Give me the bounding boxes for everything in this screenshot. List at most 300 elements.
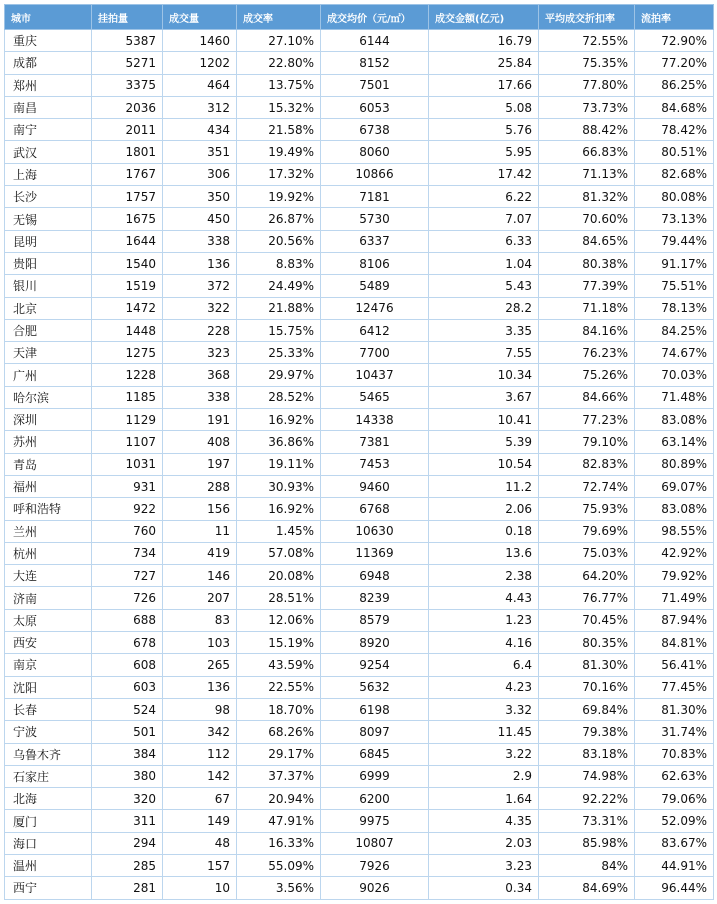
cell-deal-rate: 15.75% bbox=[237, 319, 321, 341]
cell-failed-rate: 69.07% bbox=[635, 475, 714, 497]
cell-city: 南宁 bbox=[5, 119, 92, 141]
cell-city: 沈阳 bbox=[5, 676, 92, 698]
cell-deals: 157 bbox=[163, 854, 237, 876]
table-row[interactable] bbox=[5, 654, 714, 676]
cell-city: 宁波 bbox=[5, 721, 92, 743]
table-row[interactable] bbox=[5, 74, 714, 96]
cell-city: 贵阳 bbox=[5, 252, 92, 274]
cell-deal-rate: 21.58% bbox=[237, 119, 321, 141]
header-failed-rate[interactable]: 流拍率 bbox=[635, 5, 714, 30]
header-deal-amount[interactable]: 成交金额(亿元) bbox=[429, 5, 539, 30]
cell-avg-price: 7700 bbox=[321, 342, 429, 364]
cell-deal-rate: 3.56% bbox=[237, 877, 321, 899]
cell-avg-price: 14338 bbox=[321, 409, 429, 431]
cell-listings: 688 bbox=[92, 609, 163, 631]
cell-deal-amount: 3.35 bbox=[429, 319, 539, 341]
table-row[interactable] bbox=[5, 453, 714, 475]
cell-avg-price: 8152 bbox=[321, 52, 429, 74]
cell-deal-amount: 1.64 bbox=[429, 788, 539, 810]
cell-city: 兰州 bbox=[5, 520, 92, 542]
cell-avg-price: 6845 bbox=[321, 743, 429, 765]
table-row[interactable] bbox=[5, 520, 714, 542]
cell-listings: 1519 bbox=[92, 275, 163, 297]
cell-avg-price: 8239 bbox=[321, 587, 429, 609]
cell-deal-amount: 5.76 bbox=[429, 119, 539, 141]
cell-deal-amount: 7.55 bbox=[429, 342, 539, 364]
cell-deal-rate: 18.70% bbox=[237, 698, 321, 720]
cell-failed-rate: 86.25% bbox=[635, 74, 714, 96]
table-row[interactable] bbox=[5, 609, 714, 631]
cell-deals: 350 bbox=[163, 186, 237, 208]
cell-city: 呼和浩特 bbox=[5, 498, 92, 520]
cell-deal-amount: 5.08 bbox=[429, 96, 539, 118]
cell-listings: 1275 bbox=[92, 342, 163, 364]
cell-deals: 103 bbox=[163, 632, 237, 654]
cell-avg-discount: 77.80% bbox=[539, 74, 635, 96]
cell-deals: 112 bbox=[163, 743, 237, 765]
cell-deal-rate: 13.75% bbox=[237, 74, 321, 96]
table-row[interactable] bbox=[5, 788, 714, 810]
cell-city: 南昌 bbox=[5, 96, 92, 118]
cell-failed-rate: 84.81% bbox=[635, 632, 714, 654]
cell-avg-price: 7926 bbox=[321, 854, 429, 876]
cell-deal-rate: 15.19% bbox=[237, 632, 321, 654]
cell-avg-discount: 76.23% bbox=[539, 342, 635, 364]
cell-failed-rate: 81.30% bbox=[635, 698, 714, 720]
cell-failed-rate: 83.08% bbox=[635, 498, 714, 520]
cell-deal-amount: 0.34 bbox=[429, 877, 539, 899]
cell-deal-rate: 57.08% bbox=[237, 542, 321, 564]
cell-city: 长沙 bbox=[5, 186, 92, 208]
cell-listings: 501 bbox=[92, 721, 163, 743]
cell-deal-amount: 5.43 bbox=[429, 275, 539, 297]
cell-city: 西安 bbox=[5, 632, 92, 654]
cell-listings: 5387 bbox=[92, 30, 163, 52]
cell-deals: 142 bbox=[163, 765, 237, 787]
table-row[interactable] bbox=[5, 364, 714, 386]
cell-city: 苏州 bbox=[5, 431, 92, 453]
cell-avg-discount: 64.20% bbox=[539, 565, 635, 587]
cell-city: 武汉 bbox=[5, 141, 92, 163]
cell-failed-rate: 84.68% bbox=[635, 96, 714, 118]
cell-avg-discount: 75.26% bbox=[539, 364, 635, 386]
cell-city: 太原 bbox=[5, 609, 92, 631]
cell-avg-price: 7381 bbox=[321, 431, 429, 453]
cell-failed-rate: 83.08% bbox=[635, 409, 714, 431]
cell-avg-discount: 88.42% bbox=[539, 119, 635, 141]
cell-deals: 228 bbox=[163, 319, 237, 341]
table-row[interactable] bbox=[5, 30, 714, 52]
cell-failed-rate: 71.49% bbox=[635, 587, 714, 609]
table-row[interactable] bbox=[5, 765, 714, 787]
cell-deal-rate: 1.45% bbox=[237, 520, 321, 542]
cell-avg-price: 10866 bbox=[321, 163, 429, 185]
cell-listings: 726 bbox=[92, 587, 163, 609]
table-row[interactable] bbox=[5, 832, 714, 854]
cell-deal-amount: 5.39 bbox=[429, 431, 539, 453]
cell-failed-rate: 79.44% bbox=[635, 230, 714, 252]
table-row[interactable] bbox=[5, 52, 714, 74]
cell-deal-amount: 17.42 bbox=[429, 163, 539, 185]
cell-deals: 207 bbox=[163, 587, 237, 609]
cell-city: 郑州 bbox=[5, 74, 92, 96]
cell-deals: 11 bbox=[163, 520, 237, 542]
cell-avg-discount: 77.23% bbox=[539, 409, 635, 431]
cell-deal-amount: 3.32 bbox=[429, 698, 539, 720]
cell-deal-rate: 21.88% bbox=[237, 297, 321, 319]
cell-listings: 281 bbox=[92, 877, 163, 899]
cell-deal-amount: 6.22 bbox=[429, 186, 539, 208]
cell-city: 厦门 bbox=[5, 810, 92, 832]
table-row[interactable] bbox=[5, 342, 714, 364]
cell-failed-rate: 77.45% bbox=[635, 676, 714, 698]
table-row[interactable] bbox=[5, 186, 714, 208]
cell-deals: 450 bbox=[163, 208, 237, 230]
cell-avg-discount: 84.65% bbox=[539, 230, 635, 252]
cell-deal-amount: 10.34 bbox=[429, 364, 539, 386]
cell-avg-price: 9460 bbox=[321, 475, 429, 497]
cell-listings: 384 bbox=[92, 743, 163, 765]
cell-deal-amount: 4.16 bbox=[429, 632, 539, 654]
cell-avg-discount: 71.18% bbox=[539, 297, 635, 319]
cell-deal-rate: 36.86% bbox=[237, 431, 321, 453]
cell-avg-price: 6412 bbox=[321, 319, 429, 341]
table-row[interactable] bbox=[5, 721, 714, 743]
cell-deals: 265 bbox=[163, 654, 237, 676]
cell-deal-rate: 24.49% bbox=[237, 275, 321, 297]
cell-avg-discount: 74.98% bbox=[539, 765, 635, 787]
cell-city: 石家庄 bbox=[5, 765, 92, 787]
cell-city: 银川 bbox=[5, 275, 92, 297]
cell-avg-price: 6999 bbox=[321, 765, 429, 787]
cell-failed-rate: 79.92% bbox=[635, 565, 714, 587]
cell-deal-amount: 25.84 bbox=[429, 52, 539, 74]
cell-avg-discount: 79.10% bbox=[539, 431, 635, 453]
table-row[interactable] bbox=[5, 698, 714, 720]
table-row[interactable] bbox=[5, 119, 714, 141]
cell-avg-discount: 70.45% bbox=[539, 609, 635, 631]
cell-avg-price: 8920 bbox=[321, 632, 429, 654]
cell-listings: 1801 bbox=[92, 141, 163, 163]
cell-avg-discount: 76.77% bbox=[539, 587, 635, 609]
cell-avg-discount: 84.16% bbox=[539, 319, 635, 341]
cell-avg-discount: 72.74% bbox=[539, 475, 635, 497]
cell-city: 昆明 bbox=[5, 230, 92, 252]
cell-listings: 524 bbox=[92, 698, 163, 720]
cell-city: 天津 bbox=[5, 342, 92, 364]
cell-deal-rate: 30.93% bbox=[237, 475, 321, 497]
cell-failed-rate: 82.68% bbox=[635, 163, 714, 185]
cell-avg-price: 10630 bbox=[321, 520, 429, 542]
cell-avg-discount: 81.30% bbox=[539, 654, 635, 676]
table-row[interactable] bbox=[5, 297, 714, 319]
cell-deal-rate: 19.49% bbox=[237, 141, 321, 163]
cell-avg-discount: 72.55% bbox=[539, 30, 635, 52]
table-row[interactable] bbox=[5, 431, 714, 453]
cell-avg-price: 7501 bbox=[321, 74, 429, 96]
cell-city: 济南 bbox=[5, 587, 92, 609]
table-row[interactable] bbox=[5, 252, 714, 274]
cell-avg-price: 5489 bbox=[321, 275, 429, 297]
cell-avg-discount: 69.84% bbox=[539, 698, 635, 720]
cell-deals: 306 bbox=[163, 163, 237, 185]
header-deals[interactable]: 成交量 bbox=[163, 5, 237, 30]
cell-avg-price: 7181 bbox=[321, 186, 429, 208]
cell-avg-discount: 79.69% bbox=[539, 520, 635, 542]
cell-deal-rate: 29.17% bbox=[237, 743, 321, 765]
cell-avg-discount: 82.83% bbox=[539, 453, 635, 475]
cell-avg-discount: 84% bbox=[539, 854, 635, 876]
cell-deals: 351 bbox=[163, 141, 237, 163]
cell-failed-rate: 96.44% bbox=[635, 877, 714, 899]
cell-avg-discount: 80.38% bbox=[539, 252, 635, 274]
cell-failed-rate: 84.25% bbox=[635, 319, 714, 341]
header-listings[interactable]: 挂拍量 bbox=[92, 5, 163, 30]
cell-deal-amount: 10.54 bbox=[429, 453, 539, 475]
table-row[interactable] bbox=[5, 498, 714, 520]
cell-avg-discount: 81.32% bbox=[539, 186, 635, 208]
cell-deal-amount: 28.2 bbox=[429, 297, 539, 319]
cell-deals: 408 bbox=[163, 431, 237, 453]
cell-avg-price: 12476 bbox=[321, 297, 429, 319]
cell-deal-rate: 29.97% bbox=[237, 364, 321, 386]
cell-deals: 372 bbox=[163, 275, 237, 297]
cell-listings: 922 bbox=[92, 498, 163, 520]
cell-deals: 434 bbox=[163, 119, 237, 141]
cell-deal-rate: 55.09% bbox=[237, 854, 321, 876]
cell-city: 海口 bbox=[5, 832, 92, 854]
cell-city: 哈尔滨 bbox=[5, 386, 92, 408]
cell-deals: 156 bbox=[163, 498, 237, 520]
table-row[interactable] bbox=[5, 854, 714, 876]
cell-city: 合肥 bbox=[5, 319, 92, 341]
table-row[interactable] bbox=[5, 230, 714, 252]
table-row[interactable] bbox=[5, 632, 714, 654]
cell-deals: 312 bbox=[163, 96, 237, 118]
cell-avg-discount: 80.35% bbox=[539, 632, 635, 654]
table-row[interactable] bbox=[5, 141, 714, 163]
cell-deal-rate: 47.91% bbox=[237, 810, 321, 832]
cell-avg-price: 7453 bbox=[321, 453, 429, 475]
cell-city: 广州 bbox=[5, 364, 92, 386]
cell-failed-rate: 72.90% bbox=[635, 30, 714, 52]
cell-avg-price: 6948 bbox=[321, 565, 429, 587]
cell-failed-rate: 62.63% bbox=[635, 765, 714, 787]
cell-deal-rate: 22.55% bbox=[237, 676, 321, 698]
cell-failed-rate: 71.48% bbox=[635, 386, 714, 408]
header-avg-price[interactable]: 成交均价（元/㎡） bbox=[321, 5, 429, 30]
cell-deals: 146 bbox=[163, 565, 237, 587]
table-row[interactable] bbox=[5, 810, 714, 832]
cell-failed-rate: 78.42% bbox=[635, 119, 714, 141]
table-row[interactable] bbox=[5, 386, 714, 408]
cell-failed-rate: 73.13% bbox=[635, 208, 714, 230]
cell-deals: 1460 bbox=[163, 30, 237, 52]
cell-failed-rate: 31.74% bbox=[635, 721, 714, 743]
cell-failed-rate: 98.55% bbox=[635, 520, 714, 542]
header-avg-discount[interactable]: 平均成交折扣率 bbox=[539, 5, 635, 30]
cell-failed-rate: 83.67% bbox=[635, 832, 714, 854]
cell-city: 无锡 bbox=[5, 208, 92, 230]
cell-avg-price: 6053 bbox=[321, 96, 429, 118]
table-row[interactable] bbox=[5, 208, 714, 230]
cell-avg-price: 5465 bbox=[321, 386, 429, 408]
cell-failed-rate: 70.03% bbox=[635, 364, 714, 386]
cell-deals: 67 bbox=[163, 788, 237, 810]
cell-listings: 678 bbox=[92, 632, 163, 654]
cell-listings: 608 bbox=[92, 654, 163, 676]
cell-deals: 338 bbox=[163, 230, 237, 252]
cell-deal-amount: 6.4 bbox=[429, 654, 539, 676]
cell-deal-amount: 2.38 bbox=[429, 565, 539, 587]
cell-failed-rate: 42.92% bbox=[635, 542, 714, 564]
city-auction-table bbox=[4, 4, 714, 900]
cell-deal-amount: 3.22 bbox=[429, 743, 539, 765]
cell-deal-rate: 12.06% bbox=[237, 609, 321, 631]
cell-deal-amount: 7.07 bbox=[429, 208, 539, 230]
cell-deal-amount: 0.18 bbox=[429, 520, 539, 542]
cell-avg-price: 10807 bbox=[321, 832, 429, 854]
cell-failed-rate: 52.09% bbox=[635, 810, 714, 832]
cell-avg-discount: 75.93% bbox=[539, 498, 635, 520]
table-row[interactable] bbox=[5, 275, 714, 297]
cell-deal-amount: 2.03 bbox=[429, 832, 539, 854]
cell-deal-rate: 20.08% bbox=[237, 565, 321, 587]
cell-avg-price: 8106 bbox=[321, 252, 429, 274]
cell-deal-rate: 28.52% bbox=[237, 386, 321, 408]
cell-avg-discount: 75.35% bbox=[539, 52, 635, 74]
table-row[interactable] bbox=[5, 743, 714, 765]
cell-city: 南京 bbox=[5, 654, 92, 676]
cell-listings: 285 bbox=[92, 854, 163, 876]
cell-avg-price: 6198 bbox=[321, 698, 429, 720]
cell-listings: 1757 bbox=[92, 186, 163, 208]
cell-deal-amount: 3.67 bbox=[429, 386, 539, 408]
cell-avg-price: 6144 bbox=[321, 30, 429, 52]
cell-deal-rate: 8.83% bbox=[237, 252, 321, 274]
table-row[interactable] bbox=[5, 676, 714, 698]
cell-failed-rate: 56.41% bbox=[635, 654, 714, 676]
cell-deal-amount: 3.23 bbox=[429, 854, 539, 876]
cell-deal-amount: 10.41 bbox=[429, 409, 539, 431]
cell-deal-rate: 25.33% bbox=[237, 342, 321, 364]
cell-avg-price: 9975 bbox=[321, 810, 429, 832]
cell-failed-rate: 78.13% bbox=[635, 297, 714, 319]
cell-deals: 322 bbox=[163, 297, 237, 319]
cell-deal-amount: 4.35 bbox=[429, 810, 539, 832]
table-row[interactable] bbox=[5, 542, 714, 564]
cell-deal-amount: 5.95 bbox=[429, 141, 539, 163]
header-city[interactable]: 城市 bbox=[5, 5, 92, 30]
cell-avg-price: 5632 bbox=[321, 676, 429, 698]
cell-listings: 1675 bbox=[92, 208, 163, 230]
cell-deal-rate: 26.87% bbox=[237, 208, 321, 230]
cell-city: 乌鲁木齐 bbox=[5, 743, 92, 765]
cell-avg-price: 6768 bbox=[321, 498, 429, 520]
table-row[interactable] bbox=[5, 565, 714, 587]
cell-city: 重庆 bbox=[5, 30, 92, 52]
cell-avg-discount: 75.03% bbox=[539, 542, 635, 564]
cell-deal-amount: 11.2 bbox=[429, 475, 539, 497]
cell-deal-rate: 19.11% bbox=[237, 453, 321, 475]
cell-avg-price: 8060 bbox=[321, 141, 429, 163]
cell-avg-price: 6738 bbox=[321, 119, 429, 141]
cell-avg-discount: 85.98% bbox=[539, 832, 635, 854]
cell-failed-rate: 79.06% bbox=[635, 788, 714, 810]
cell-deals: 149 bbox=[163, 810, 237, 832]
cell-listings: 380 bbox=[92, 765, 163, 787]
cell-failed-rate: 44.91% bbox=[635, 854, 714, 876]
cell-avg-price: 10437 bbox=[321, 364, 429, 386]
cell-listings: 603 bbox=[92, 676, 163, 698]
cell-avg-price: 8579 bbox=[321, 609, 429, 631]
cell-avg-discount: 77.39% bbox=[539, 275, 635, 297]
cell-avg-discount: 84.69% bbox=[539, 877, 635, 899]
table-row[interactable] bbox=[5, 163, 714, 185]
cell-avg-discount: 71.13% bbox=[539, 163, 635, 185]
cell-listings: 1644 bbox=[92, 230, 163, 252]
cell-listings: 1540 bbox=[92, 252, 163, 274]
cell-deal-amount: 16.79 bbox=[429, 30, 539, 52]
table-row[interactable] bbox=[5, 409, 714, 431]
table-row[interactable] bbox=[5, 877, 714, 899]
cell-city: 西宁 bbox=[5, 877, 92, 899]
table-body bbox=[5, 30, 714, 900]
cell-listings: 1448 bbox=[92, 319, 163, 341]
cell-deal-amount: 11.45 bbox=[429, 721, 539, 743]
cell-deal-rate: 37.37% bbox=[237, 765, 321, 787]
cell-deals: 464 bbox=[163, 74, 237, 96]
cell-deals: 191 bbox=[163, 409, 237, 431]
cell-deals: 98 bbox=[163, 698, 237, 720]
cell-deal-amount: 13.6 bbox=[429, 542, 539, 564]
cell-city: 温州 bbox=[5, 854, 92, 876]
cell-listings: 1228 bbox=[92, 364, 163, 386]
cell-avg-discount: 73.73% bbox=[539, 96, 635, 118]
table-row[interactable] bbox=[5, 475, 714, 497]
cell-avg-price: 9026 bbox=[321, 877, 429, 899]
cell-avg-discount: 83.18% bbox=[539, 743, 635, 765]
cell-avg-discount: 79.38% bbox=[539, 721, 635, 743]
cell-listings: 1129 bbox=[92, 409, 163, 431]
cell-avg-discount: 84.66% bbox=[539, 386, 635, 408]
cell-deal-amount: 4.23 bbox=[429, 676, 539, 698]
table-row[interactable] bbox=[5, 587, 714, 609]
cell-listings: 2011 bbox=[92, 119, 163, 141]
cell-deal-amount: 1.23 bbox=[429, 609, 539, 631]
cell-deal-rate: 43.59% bbox=[237, 654, 321, 676]
cell-failed-rate: 91.17% bbox=[635, 252, 714, 274]
cell-deal-rate: 16.92% bbox=[237, 498, 321, 520]
cell-deals: 83 bbox=[163, 609, 237, 631]
cell-deal-amount: 4.43 bbox=[429, 587, 539, 609]
table-row[interactable] bbox=[5, 319, 714, 341]
cell-deal-rate: 27.10% bbox=[237, 30, 321, 52]
cell-deal-rate: 17.32% bbox=[237, 163, 321, 185]
table-row[interactable] bbox=[5, 96, 714, 118]
header-deal-rate[interactable]: 成交率 bbox=[237, 5, 321, 30]
cell-avg-price: 9254 bbox=[321, 654, 429, 676]
cell-deal-rate: 20.94% bbox=[237, 788, 321, 810]
cell-avg-discount: 70.60% bbox=[539, 208, 635, 230]
cell-listings: 931 bbox=[92, 475, 163, 497]
cell-failed-rate: 80.89% bbox=[635, 453, 714, 475]
cell-deals: 368 bbox=[163, 364, 237, 386]
cell-avg-discount: 73.31% bbox=[539, 810, 635, 832]
cell-deal-rate: 19.92% bbox=[237, 186, 321, 208]
cell-deals: 136 bbox=[163, 252, 237, 274]
cell-city: 杭州 bbox=[5, 542, 92, 564]
